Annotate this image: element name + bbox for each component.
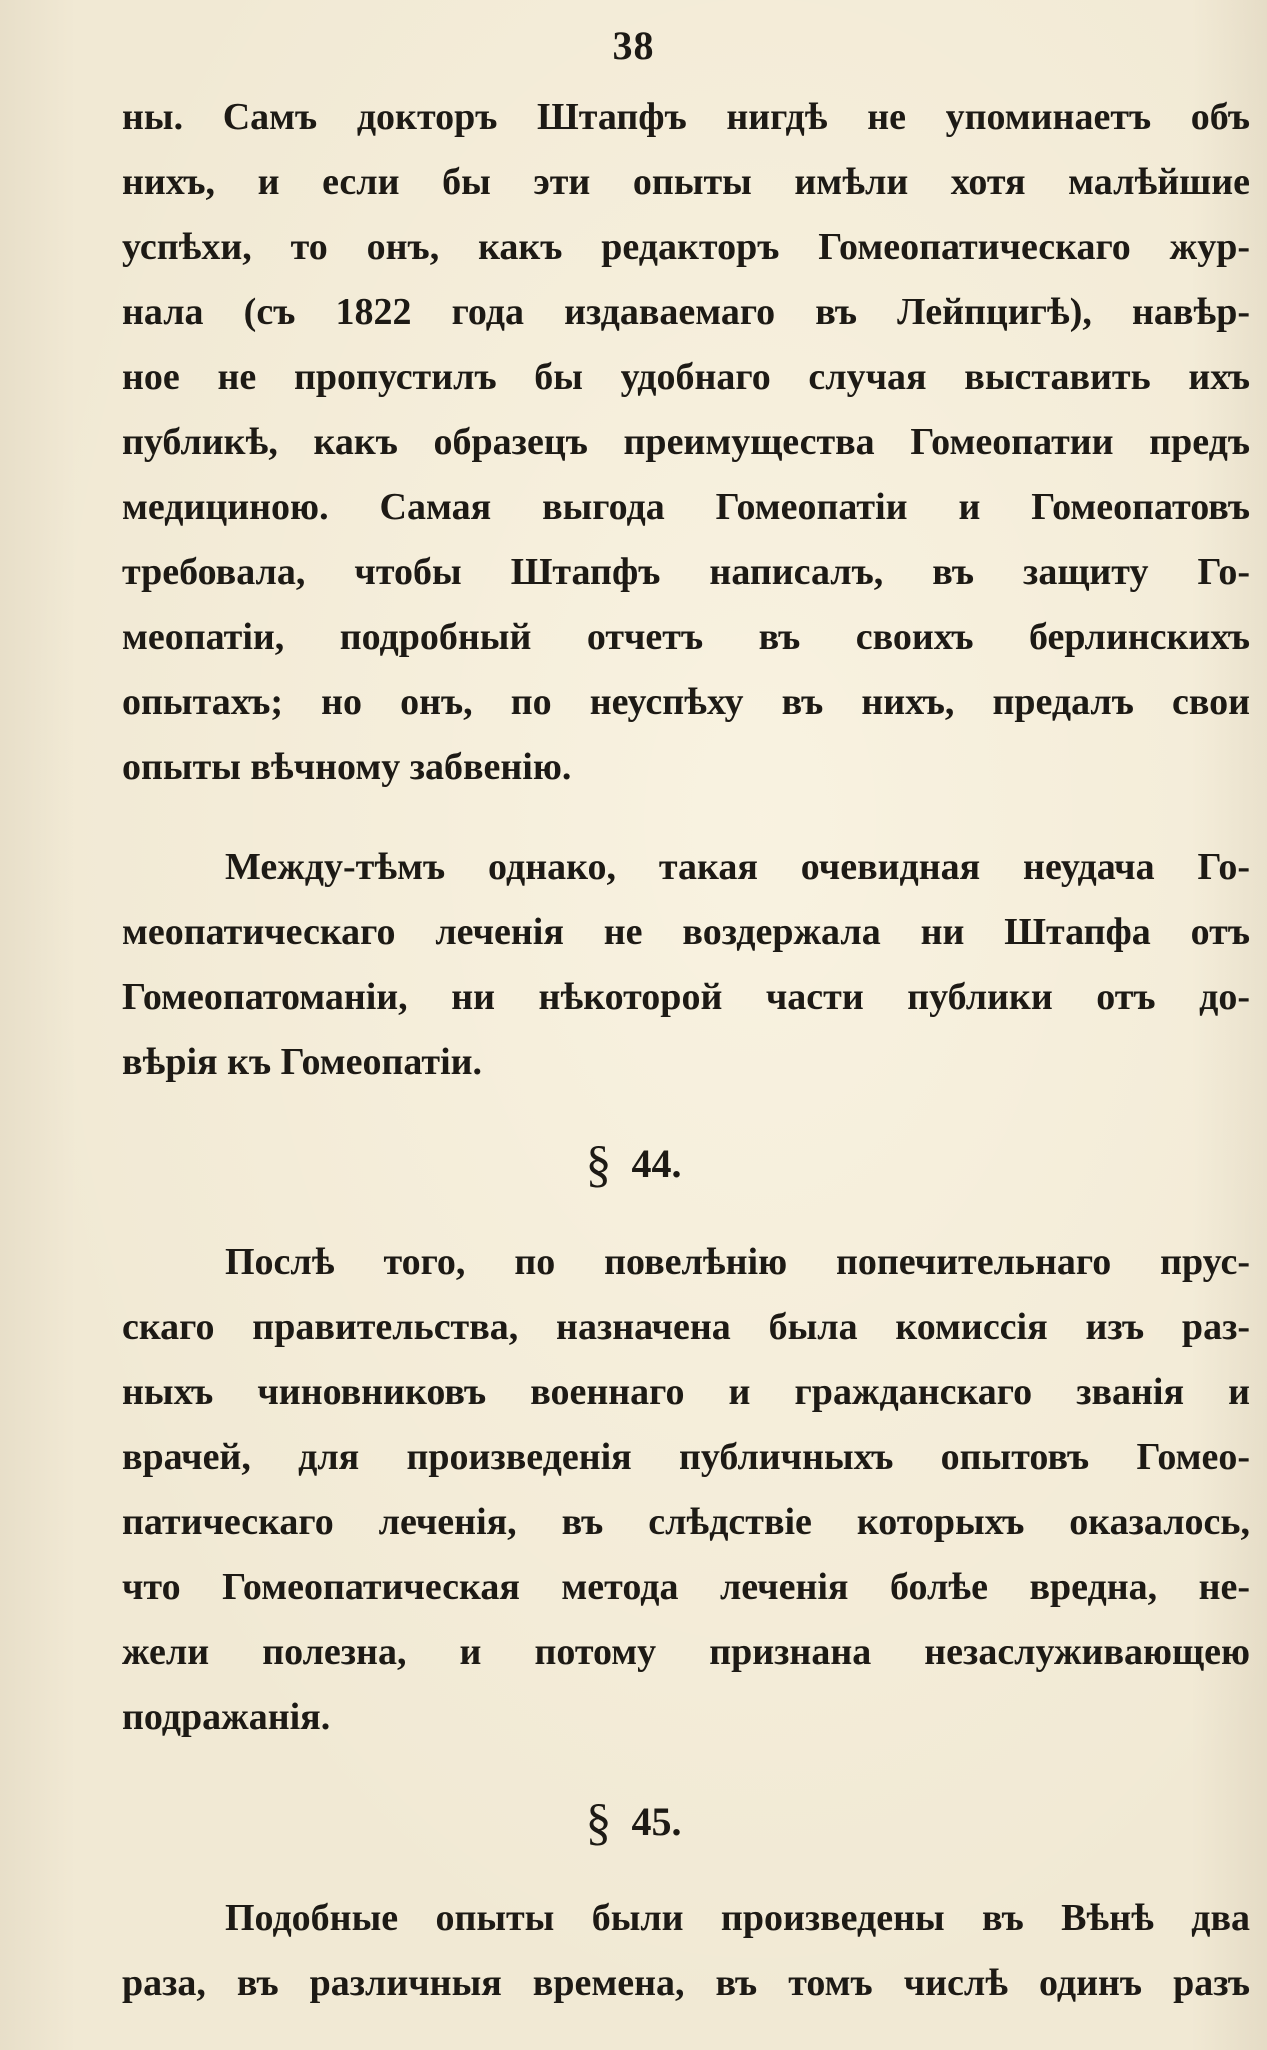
text-line: публикѣ, какъ образецъ преимущества Гомеопатии предъ xyxy=(122,421,1250,463)
section-symbol: § xyxy=(585,1136,612,1193)
text-line: меопатическаго леченiя не воздержала ни Штапфа отъ xyxy=(122,911,1250,953)
text-line: Между-тѣмъ однако, такая очевидная неудача Го- xyxy=(225,846,1250,888)
text-line: подражанiя. xyxy=(122,1696,331,1738)
text-line: успѣхи, то онъ, какъ редакторъ Гомеопатическаго жур- xyxy=(122,226,1250,268)
text-line: жели полезна, и потому признана незаслуживающею xyxy=(122,1631,1250,1673)
text-line: Послѣ того, по повелѣнiю попечительнаго прус- xyxy=(225,1241,1250,1283)
text-line: что Гомеопатическая метода леченiя болѣе вредна, не- xyxy=(122,1566,1250,1608)
text-line: требовала, чтобы Штапфъ написалъ, въ защиту Го- xyxy=(122,551,1250,593)
text-line: вѣрiя къ Гомеопатiи. xyxy=(122,1041,483,1083)
text-line: патическаго леченiя, въ слѣдствiе которыхъ оказалось, xyxy=(122,1501,1250,1543)
text-line: ное не пропустилъ бы удобнаго случая выставить ихъ xyxy=(122,356,1250,398)
text-line: медициною. Самая выгода Гомеопатiи и Гомеопатовъ xyxy=(122,486,1250,528)
text-line: ны. Самъ докторъ Штапфъ нигдѣ не упоминаетъ объ xyxy=(122,96,1250,138)
section-heading-45 xyxy=(0,1794,1267,1850)
section-number: 45. xyxy=(631,1799,682,1844)
text-line: ныхъ чиновниковъ военнаго и гражданскаго званiя и xyxy=(122,1371,1250,1413)
section-symbol: § xyxy=(585,1794,612,1851)
text-line: опыты вѣчному забвенiю. xyxy=(122,746,572,788)
text-line: раза, въ различныя времена, въ томъ числѣ одинъ разъ xyxy=(122,1962,1250,2004)
text-line: нала (съ 1822 года издаваемаго въ Лейпцигѣ), навѣр- xyxy=(122,291,1250,333)
text-line: Подобные опыты были произведены въ Вѣнѣ два xyxy=(225,1897,1250,1939)
text-line: врачей, для произведенiя публичныхъ опытовъ Гомео- xyxy=(122,1436,1250,1478)
text-line: Гомеопатоманiи, ни нѣкоторой части публики отъ до- xyxy=(122,976,1250,1018)
text-line: меопатiи, подробный отчетъ въ своихъ берлинскихъ xyxy=(122,616,1250,658)
text-line: скаго правительства, назначена была комиссiя изъ раз- xyxy=(122,1306,1250,1348)
text-line: нихъ, и если бы эти опыты имѣли хотя малѣйшие xyxy=(122,161,1250,203)
section-heading-44 xyxy=(0,1136,1267,1192)
section-number: 44. xyxy=(631,1141,682,1186)
text-line: опытахъ; но онъ, по неуспѣху въ нихъ, предалъ свои xyxy=(122,681,1250,723)
page-number: 38 xyxy=(612,23,655,68)
